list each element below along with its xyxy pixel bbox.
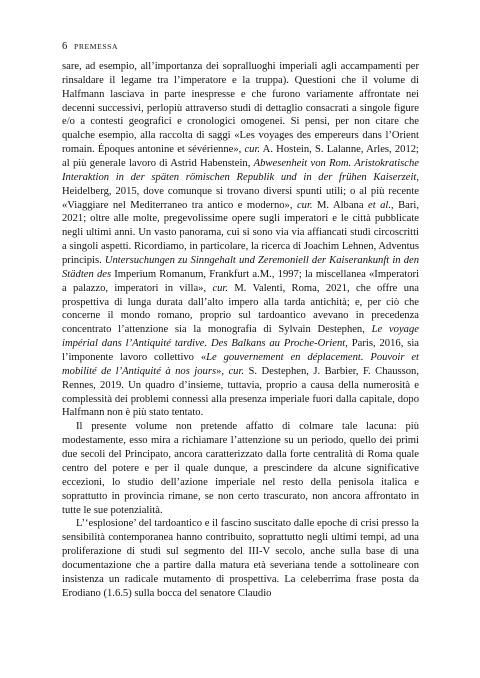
text-run: , Bari, 2021; oltre alle molte, pregevolissime opere sugli imperatori e le città pubblicate negli ultimi anni. Un vasto panorama, cui si sono via via affiancati studi circoscritti a singoli aspetti. Ricordiamo, in particolare, la ricerca di Joachim Lehnen, Adventus principis. [62, 199, 419, 267]
text-run: , Paris, 2016, sia l’imponente lavoro collettivo « [62, 338, 419, 364]
text-run: , Heidelberg, 2015, dove comunque si trovano diversi spunti utili; o al più recente «Viaggiare nel Mediterraneo tra antico e moderno», [62, 171, 419, 211]
italic-run: cur. [244, 144, 261, 156]
running-head [62, 40, 419, 60]
italic-run: cur. [228, 365, 245, 377]
text-run: », [216, 365, 229, 377]
text-run: Il presente volume non pretende affatto di colmare tale lacuna: più modestamente, esso mira a richiamare l’attenzione su un periodo, quello dei primi due secoli del Principato, ancora caratterizzato dalla forte centralità di Roma quale centro del potere e per il quale dunque, a prescindere da alcune significative eccezioni, lo studio dell’azione imperiale nel resto della penisola italica e soprattutto in provincia rimane, se non certo trascurato, non ancora affrontato in tutte le sue potenzialità. [62, 421, 419, 516]
italic-run: Le voyage impérial dans l’Antiquité tardive. Des Balkans au Proche-Orient [62, 324, 419, 350]
text-run: M. Albana [312, 199, 368, 211]
text-run: sare, ad esempio, all’importanza dei sopralluoghi imperiali agli accampamenti per rinsaldare il legame tra l’imperatore e la truppa). Questioni che il volume di Halfmann lasciava in parte inespresse e che furono variamente affrontate nei decenni successivi, perlopiù attraverso studi di dettaglio consacrati a singole figure e/o a contesti geografici e cronologici omogenei. Si pensi, per non citare che qualche esempio, alla raccolta di saggi «Les voyages des empereurs dans l’Orient romain. Époques antonine et sévérienne», [62, 61, 419, 156]
italic-run: Abwesenheit von Rom. Aristokratische Interaktion in der späten römischen Republik und in der frühen Kaiserzeit [62, 158, 419, 183]
italic-run: Le gouvernement en déplacement. Pouvoir et mobilité de l’Antiquité à nos jours [62, 352, 419, 377]
book-page [62, 40, 419, 601]
italic-run: et al. [368, 199, 391, 211]
text-run: M. Valenti, Roma, 2021, che offre una prospettiva di lunga durata dall’alto impero alla tarda antichità; e, per ciò che concerne il mondo romano, proprio sul tardoantico avevano in precedenza concentrato l’attenzione sia la monografia di Sylvain Destephen, [62, 282, 419, 336]
paragraph [62, 420, 419, 517]
text-run: S. Destephen, J. Barbier, F. Chausson, Rennes, 2019. Un quadro d’insieme, tuttavia, proprio a causa della numerosità e complessità dei problemi connessi alla presenza imperiale fuori dalla capitale, dopo Halfmann non è più stato tentato. [62, 365, 420, 419]
text-run: Imperium Romanum, Frankfurt a.M., 1997; la miscellanea «Imperatori a palazzo, imperatori in villa», [62, 268, 420, 294]
italic-run: cur. [212, 282, 229, 294]
body-text [62, 60, 419, 601]
text-run: A. Hostein, S. Lalanne, Arles, 2012; al più generale lavoro di Astrid Habenstein, [62, 144, 419, 170]
italic-run: cur. [296, 199, 313, 211]
italic-run: Untersuchungen zu Sinngehalt und Zeremoniell der Kaiserankunft in den Städten des [62, 255, 420, 280]
running-title: PREMESSA [74, 42, 119, 51]
page-number: 6 [62, 41, 68, 52]
paragraph [62, 517, 419, 600]
paragraph [62, 60, 419, 420]
text-run: L’‘esplosione’ del tardoantico e il fascino suscitato dalle epoche di crisi presso la sensibilità contemporanea hanno contribuito, soprattutto negli ultimi tempi, ad una proliferazione di studi sul segmento del III-V secolo, anche sulla base di una documentazione che a partire dalla matura età severiana tende a sottolineare con insistenza un radicale mutamento di prospettiva. La celeberrima frase posta da Erodiano (1.6.5) sulla bocca del senatore Claudio [62, 518, 419, 599]
